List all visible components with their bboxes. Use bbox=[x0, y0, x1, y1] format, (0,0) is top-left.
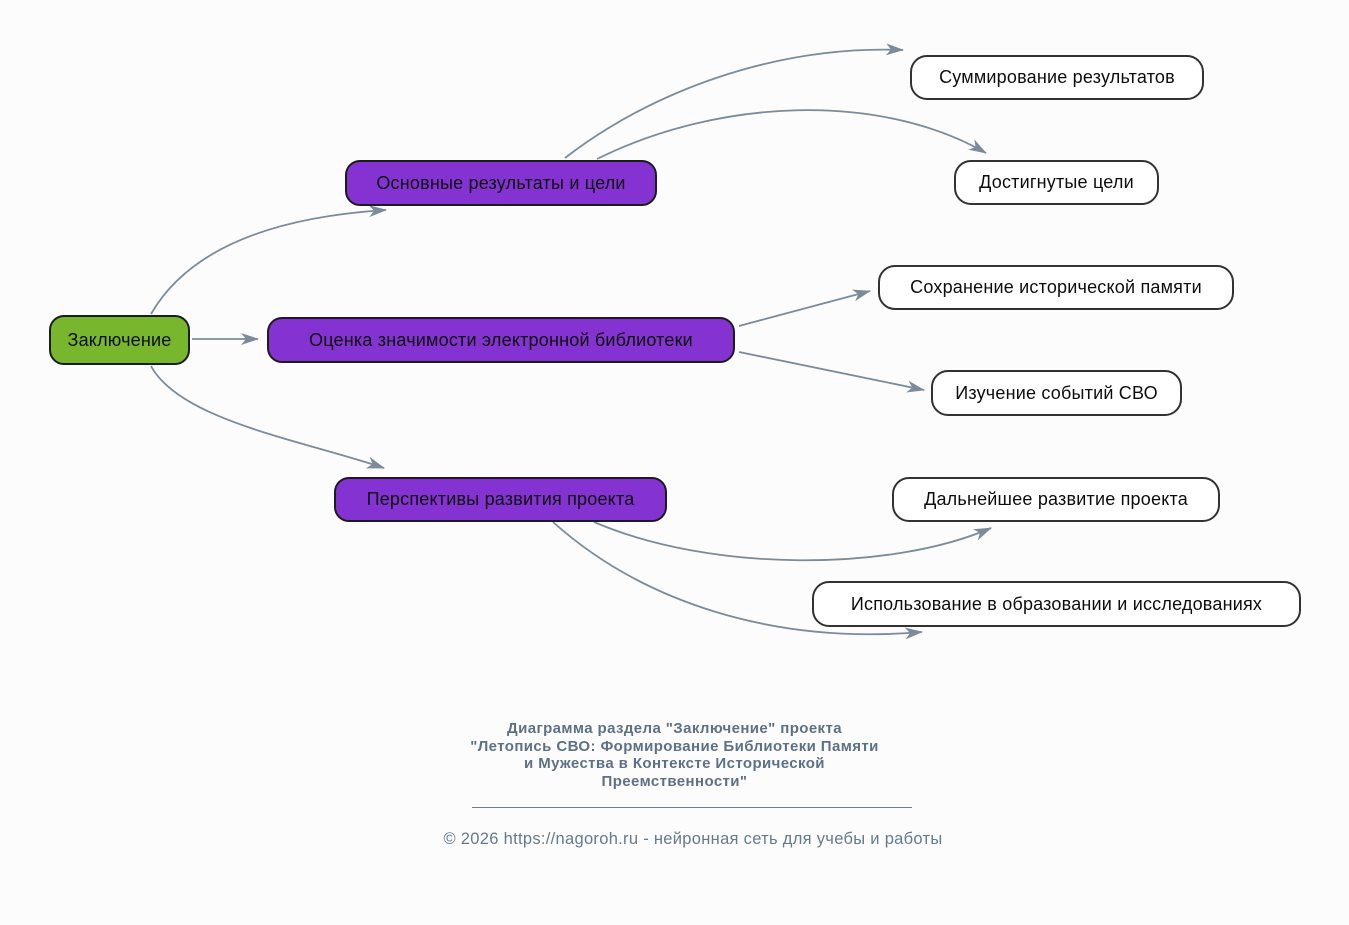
caption-line: Преемственности" bbox=[601, 772, 748, 790]
copyright-footer: © 2026 https://nagoroh.ru - нейронная сеть для учебы и работы bbox=[443, 830, 943, 848]
caption-separator-line bbox=[472, 807, 912, 808]
edge-results-to-goals bbox=[597, 110, 986, 159]
node-leaf-further-development: Дальнейшее развитие проекта bbox=[892, 477, 1220, 522]
caption-line: Диаграмма раздела "Заключение" проекта bbox=[507, 720, 842, 737]
edge-results-to-summary bbox=[565, 50, 903, 158]
node-leaf-achieved-goals: Достигнутые цели bbox=[954, 160, 1159, 205]
edge-evaluation-to-svo-study bbox=[739, 352, 924, 390]
edge-root-to-branch-results bbox=[151, 210, 386, 314]
node-root-conclusion: Заключение bbox=[49, 315, 190, 365]
diagram-caption bbox=[0, 720, 1349, 790]
node-leaf-svo-events-study: Изучение событий СВО bbox=[931, 370, 1182, 416]
node-leaf-education-research-use: Использование в образовании и исследованиях bbox=[812, 581, 1301, 627]
caption-line: и Мужества в Контексте Исторической bbox=[524, 755, 825, 773]
edge-root-to-branch-prospects bbox=[151, 366, 384, 468]
caption-line: "Летопись СВО: Формирование Библиотеки Памяти bbox=[470, 737, 879, 755]
edge-prospects-to-development bbox=[594, 522, 991, 560]
node-leaf-results-summary: Суммирование результатов bbox=[910, 55, 1204, 100]
node-leaf-historical-memory: Сохранение исторической памяти bbox=[878, 265, 1234, 310]
node-branch-project-prospects: Перспективы развития проекта bbox=[334, 477, 667, 522]
node-branch-library-significance: Оценка значимости электронной библиотеки bbox=[267, 317, 735, 363]
node-branch-main-results: Основные результаты и цели bbox=[345, 160, 657, 206]
edge-evaluation-to-memory bbox=[739, 291, 870, 326]
